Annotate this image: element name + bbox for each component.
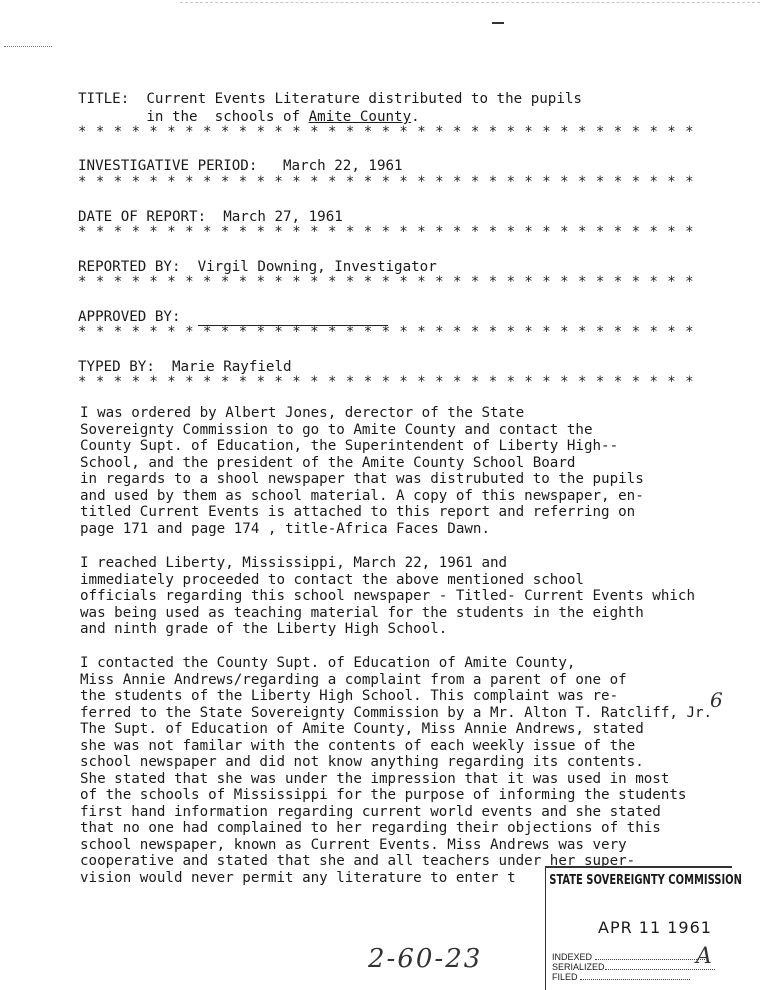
scan-mark (492, 22, 504, 24)
text-line: She stated that she was under the impression that it was used in most (80, 770, 670, 787)
text-line: first hand information regarding current world events and she stated (80, 803, 661, 820)
stamp-initials: A (696, 944, 712, 969)
text-line: and used by them as school material. A copy of this newspaper, en- (80, 487, 644, 504)
reported-by: REPORTED BY: Virgil Downing, Investigator (78, 259, 437, 275)
approved-by: APPROVED BY: (78, 308, 388, 326)
text-line: page 171 and page 174 , title-Africa Faces Dawn. (80, 520, 490, 537)
stamp-rows (552, 952, 715, 982)
separator-stars: * * * * * * * * * * * * * * * * * * * * * * * * * * * * * * * * * * * (78, 374, 695, 390)
investigative-period: INVESTIGATIVE PERIOD: March 22, 1961 (78, 158, 403, 174)
commission-stamp (545, 866, 742, 990)
text-line: The Supt. of Education of Amite County, Miss Annie Andrews, stated (80, 721, 644, 737)
text-line: ferred to the State Sovereignty Commission by a Mr. Alton T. Ratcliff, Jr. (80, 704, 713, 721)
typed-by: TYPED BY: Marie Rayfield (78, 359, 292, 375)
text-line: vision would never permit any literature to enter t (80, 869, 516, 886)
text-line: school newspaper and did not know anything regarding its contents. (80, 754, 644, 770)
amite-county-underlined: Amite County (308, 109, 412, 125)
text-line: Miss Annie Andrews/regarding a complaint from a parent of one of (80, 671, 627, 688)
stamp-row-serialized: SERIALIZED (552, 962, 715, 972)
stamp-date: APR 11 1961 (598, 918, 712, 937)
separator-stars: * * * * * * * * * * * * * * * * * * * * * * * * * * * * * * * * * * * (78, 224, 695, 240)
date-of-report: DATE OF REPORT: March 27, 1961 (78, 209, 343, 225)
handwritten-margin-mark: 6 (710, 688, 723, 712)
text-line: School, and the president of the Amite County School Board (80, 454, 576, 471)
paragraph-1 (80, 405, 740, 537)
text-line: titled Current Events is attached to this report and referring on (80, 504, 636, 520)
scan-mark-left (4, 46, 52, 47)
text-line: I reached Liberty, Mississippi, March 22, 1961 and (80, 555, 508, 571)
text-line: that no one had complained to her regarding their objections of this (80, 820, 661, 836)
stamp-row-filed: FILED (552, 972, 715, 982)
text-line: she was not familar with the contents of each weekly issue of the (80, 737, 636, 754)
paragraph-3 (80, 655, 740, 886)
text-line: County Supt. of Education, the Superintendent of Liberty High-- (80, 438, 619, 454)
text-line: I was ordered by Albert Jones, derector of the State (80, 405, 525, 421)
text-line: I contacted the County Supt. of Education of Amite County, (80, 655, 576, 671)
paragraph-2 (80, 555, 740, 638)
text-line: of the schools of Mississippi for the purpose of informing the students (80, 787, 687, 803)
text-line: and ninth grade of the Liberty High School. (80, 621, 448, 637)
title-line-2: in the schools of Amite County. (78, 109, 420, 125)
text-line: was being used as teaching material for the students in the eighth (80, 604, 644, 621)
text-line: officials regarding this school newspaper - Titled- Current Events which (80, 588, 695, 604)
scan-edge-line (180, 2, 760, 3)
text-line: the students of the Liberty High School. This complaint was re- (80, 688, 619, 704)
handwritten-file-code: 2-60-23 (368, 944, 483, 974)
separator-stars: * * * * * * * * * * * * * * * * * * * * * * * * * * * * * * * * * * * (78, 274, 695, 290)
title-line-1: TITLE: Current Events Literature distributed to the pupils (78, 91, 582, 107)
stamp-title: STATE SOVEREIGNTY COMMISSION (549, 872, 742, 888)
stamp-row-indexed: INDEXED (552, 952, 715, 962)
text-line: immediately proceeded to contact the above mentioned school (80, 571, 584, 588)
text-line: Sovereignty Commission to go to Amite County and contact the (80, 421, 593, 438)
separator-stars: * * * * * * * * * * * * * * * * * * * * * * * * * * * * * * * * * * * (78, 124, 695, 140)
text-line: school newspaper, known as Current Events. Miss Andrews was very (80, 836, 627, 853)
text-line: in regards to a shool newspaper that was distrubuted to the pupils (80, 471, 644, 487)
separator-stars: * * * * * * * * * * * * * * * * * * * * * * * * * * * * * * * * * * * (78, 324, 695, 340)
text-line: cooperative and stated that she and all teachers under her super- (80, 853, 636, 869)
separator-stars: * * * * * * * * * * * * * * * * * * * * * * * * * * * * * * * * * * * (78, 174, 695, 190)
